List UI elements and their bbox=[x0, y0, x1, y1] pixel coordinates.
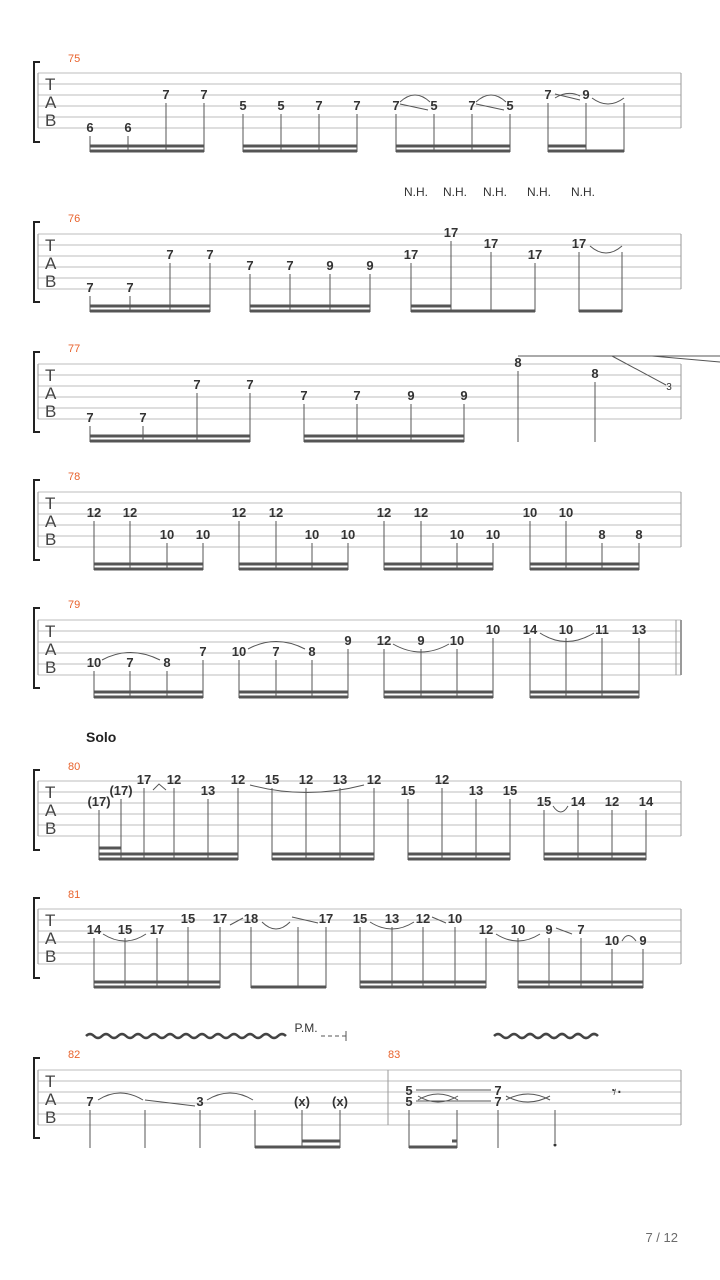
slide-line bbox=[230, 918, 243, 925]
fret-number: 5 bbox=[277, 98, 285, 113]
fret-number: 12 bbox=[415, 911, 431, 926]
fret-number: (17) bbox=[109, 783, 133, 798]
fret-number: 12 bbox=[434, 772, 450, 787]
fret-number: 7 bbox=[286, 258, 294, 273]
slur bbox=[592, 98, 624, 104]
fret-number: 8 bbox=[598, 527, 606, 542]
tab-letter-a: A bbox=[45, 801, 57, 820]
fret-number: 3 bbox=[666, 382, 672, 393]
fret-number: 9 bbox=[582, 87, 590, 102]
system-bracket bbox=[34, 62, 40, 142]
fret-number: 9 bbox=[545, 922, 553, 937]
fret-number: 12 bbox=[366, 772, 382, 787]
fret-number: 15 bbox=[502, 783, 518, 798]
fret-number: 10 bbox=[449, 527, 465, 542]
fret-number: 7 bbox=[86, 410, 94, 425]
tie bbox=[590, 246, 622, 253]
fret-number: 7 bbox=[193, 377, 201, 392]
fret-number: 7 bbox=[139, 410, 147, 425]
palm-mute-label: P.M. bbox=[294, 1021, 318, 1035]
tab-letter-a: A bbox=[45, 93, 57, 112]
fret-number: 15 bbox=[180, 911, 196, 926]
fret-number: 5 bbox=[430, 98, 438, 113]
system-measure-75 bbox=[34, 53, 681, 152]
fret-number: 7 bbox=[206, 247, 214, 262]
fret-number: 7 bbox=[468, 98, 476, 113]
fret-number: 14 bbox=[522, 622, 538, 637]
fret-number: 12 bbox=[166, 772, 182, 787]
fret-number: 6 bbox=[124, 120, 132, 135]
fret-number: 7 bbox=[86, 280, 94, 295]
fret-number: 9 bbox=[417, 633, 425, 648]
fret-number: 17 bbox=[149, 922, 165, 937]
fret-number: 12 bbox=[376, 633, 392, 648]
fret-number: 7 bbox=[246, 377, 254, 392]
fret-number: 9 bbox=[639, 933, 647, 948]
fret-number: 14 bbox=[638, 794, 654, 809]
tab-letter-a: A bbox=[45, 512, 57, 531]
fret-number: 15 bbox=[352, 911, 368, 926]
fret-number: 12 bbox=[478, 922, 494, 937]
system-measure-82-83 bbox=[34, 1049, 681, 1148]
tab-letter-t: T bbox=[45, 236, 56, 255]
slur bbox=[553, 806, 568, 812]
fret-number: 15 bbox=[400, 783, 416, 798]
nh-label: N.H. bbox=[483, 185, 507, 199]
fret-number: 5 bbox=[506, 98, 514, 113]
system-measure-78 bbox=[34, 471, 681, 570]
rest-symbol: 𝄾· bbox=[611, 1082, 623, 1103]
fret-number: 14 bbox=[86, 922, 102, 937]
fret-number: 7 bbox=[544, 87, 552, 102]
fret-number: (x) bbox=[294, 1094, 310, 1109]
fret-number: 10 bbox=[231, 644, 247, 659]
fret-number: 12 bbox=[268, 505, 284, 520]
fret-number: 9 bbox=[460, 388, 468, 403]
tab-letter-t: T bbox=[45, 911, 56, 930]
tab-letter-t: T bbox=[45, 75, 56, 94]
fret-number: 7 bbox=[162, 87, 170, 102]
fret-number: 17 bbox=[483, 236, 499, 251]
fret-number: 7 bbox=[272, 644, 280, 659]
fret-number: 10 bbox=[558, 505, 574, 520]
system-measure-81 bbox=[34, 889, 681, 988]
fret-number: 12 bbox=[122, 505, 138, 520]
tab-letter-b: B bbox=[45, 1108, 57, 1127]
tab-letter-t: T bbox=[45, 494, 56, 513]
tab-letter-t: T bbox=[45, 1072, 56, 1091]
fret-number: 15 bbox=[117, 922, 133, 937]
tab-letter-a: A bbox=[45, 929, 57, 948]
fret-number: 14 bbox=[570, 794, 586, 809]
fret-number: 7 bbox=[353, 98, 361, 113]
fret-number: 7 bbox=[126, 655, 134, 670]
fret-number: 10 bbox=[195, 527, 211, 542]
system-measure-80 bbox=[34, 761, 681, 860]
fret-number: 13 bbox=[332, 772, 348, 787]
tab-letter-t: T bbox=[45, 622, 56, 641]
fret-number: 10 bbox=[510, 922, 526, 937]
measure-number: 78 bbox=[68, 471, 81, 483]
fret-number: 18 bbox=[243, 911, 259, 926]
fret-number: 8 bbox=[591, 366, 599, 381]
fret-number: 10 bbox=[447, 911, 463, 926]
fret-number: 8 bbox=[308, 644, 316, 659]
fret-number: 17 bbox=[212, 911, 228, 926]
tie bbox=[98, 1093, 143, 1100]
fret-number: 10 bbox=[558, 622, 574, 637]
tab-letter-a: A bbox=[45, 640, 57, 659]
fret-number: 7 bbox=[300, 388, 308, 403]
fret-number: 5 bbox=[405, 1083, 413, 1098]
nh-label: N.H. bbox=[443, 185, 467, 199]
fret-number: 12 bbox=[604, 794, 620, 809]
tab-letter-a: A bbox=[45, 254, 57, 273]
fret-number: 12 bbox=[230, 772, 246, 787]
fret-number: 13 bbox=[468, 783, 484, 798]
fret-number: 5 bbox=[239, 98, 247, 113]
fret-number: 9 bbox=[366, 258, 374, 273]
tab-letter-b: B bbox=[45, 530, 57, 549]
fret-number: 7 bbox=[494, 1083, 502, 1098]
fret-number: 13 bbox=[200, 783, 216, 798]
fret-number: 17 bbox=[443, 225, 459, 240]
natural-harmonic-markings bbox=[404, 185, 595, 199]
fret-number: 3 bbox=[196, 1094, 204, 1109]
fret-number: 15 bbox=[536, 794, 552, 809]
system-bracket bbox=[34, 770, 40, 850]
fret-number: 6 bbox=[86, 120, 94, 135]
fret-number: 7 bbox=[353, 388, 361, 403]
tab-letter-t: T bbox=[45, 783, 56, 802]
nh-label: N.H. bbox=[571, 185, 595, 199]
fret-number: 7 bbox=[199, 644, 207, 659]
slur bbox=[262, 922, 290, 929]
fret-number: 10 bbox=[304, 527, 320, 542]
slide-line bbox=[612, 356, 666, 385]
slur bbox=[400, 95, 430, 102]
system-measure-77 bbox=[34, 343, 720, 442]
system-measure-79 bbox=[34, 599, 681, 698]
fret-number: 12 bbox=[376, 505, 392, 520]
fret-number: 12 bbox=[86, 505, 102, 520]
fret-number: 10 bbox=[485, 527, 501, 542]
fret-number: 7 bbox=[246, 258, 254, 273]
fret-number: (x) bbox=[332, 1094, 348, 1109]
measure-number: 81 bbox=[68, 889, 81, 901]
measure-number: 80 bbox=[68, 761, 81, 773]
fret-number: 10 bbox=[449, 633, 465, 648]
fret-number: 8 bbox=[163, 655, 171, 670]
vibrato-line bbox=[494, 1034, 598, 1038]
vibrato-line bbox=[86, 1034, 286, 1038]
slur bbox=[622, 936, 636, 942]
tab-letter-b: B bbox=[45, 658, 57, 677]
fret-number: 7 bbox=[86, 1094, 94, 1109]
fret-number: 15 bbox=[264, 772, 280, 787]
measure-number: 82 bbox=[68, 1049, 81, 1061]
measure-number: 75 bbox=[68, 53, 81, 65]
measure-number: 79 bbox=[68, 599, 81, 611]
system-bracket bbox=[34, 898, 40, 978]
fret-number: 9 bbox=[407, 388, 415, 403]
fret-number: 5 bbox=[405, 1094, 413, 1109]
fret-number: 7 bbox=[315, 98, 323, 113]
fret-number: 9 bbox=[326, 258, 334, 273]
fret-number: 10 bbox=[159, 527, 175, 542]
fret-number: 11 bbox=[595, 622, 609, 637]
tab-letter-b: B bbox=[45, 402, 57, 421]
fret-number: 13 bbox=[631, 622, 647, 637]
fret-number: 17 bbox=[403, 247, 419, 262]
tab-letter-b: B bbox=[45, 111, 57, 130]
nh-label: N.H. bbox=[527, 185, 551, 199]
fret-number: 7 bbox=[200, 87, 208, 102]
nh-label: N.H. bbox=[404, 185, 428, 199]
fret-number: 17 bbox=[318, 911, 334, 926]
tab-letter-b: B bbox=[45, 819, 57, 838]
fret-number: 8 bbox=[514, 355, 522, 370]
tab-letter-b: B bbox=[45, 947, 57, 966]
fret-number: 10 bbox=[340, 527, 356, 542]
slur bbox=[153, 784, 166, 790]
measure-number: 77 bbox=[68, 343, 81, 355]
fret-number: 10 bbox=[604, 933, 620, 948]
fret-number: 12 bbox=[298, 772, 314, 787]
fret-number: 8 bbox=[635, 527, 643, 542]
fret-number: 10 bbox=[522, 505, 538, 520]
fret-number: 7 bbox=[166, 247, 174, 262]
tie bbox=[207, 1093, 253, 1100]
fret-number: (17) bbox=[87, 794, 111, 809]
vibrato-and-palm-mute bbox=[86, 1021, 598, 1041]
fret-number: 10 bbox=[485, 622, 501, 637]
section-label: Solo bbox=[86, 729, 117, 745]
fret-number: 17 bbox=[527, 247, 543, 262]
tab-letter-t: T bbox=[45, 366, 56, 385]
fret-number: 17 bbox=[571, 236, 587, 251]
slur bbox=[476, 95, 506, 102]
tab-letter-b: B bbox=[45, 272, 57, 291]
fret-number: 7 bbox=[126, 280, 134, 295]
fret-number: 10 bbox=[86, 655, 102, 670]
system-measure-76 bbox=[34, 213, 681, 312]
fret-number: 9 bbox=[344, 633, 352, 648]
tab-letter-a: A bbox=[45, 384, 57, 403]
fret-number: 7 bbox=[577, 922, 585, 937]
fret-number: 13 bbox=[384, 911, 400, 926]
tab-letter-a: A bbox=[45, 1090, 57, 1109]
measure-number: 76 bbox=[68, 213, 81, 225]
fret-number: 12 bbox=[231, 505, 247, 520]
fret-number: 7 bbox=[392, 98, 400, 113]
fret-number: 7 bbox=[494, 1094, 502, 1109]
fret-number: 17 bbox=[136, 772, 152, 787]
measure-number: 83 bbox=[388, 1049, 401, 1061]
page-number: 7 / 12 bbox=[645, 1230, 678, 1245]
fret-number: 12 bbox=[413, 505, 429, 520]
